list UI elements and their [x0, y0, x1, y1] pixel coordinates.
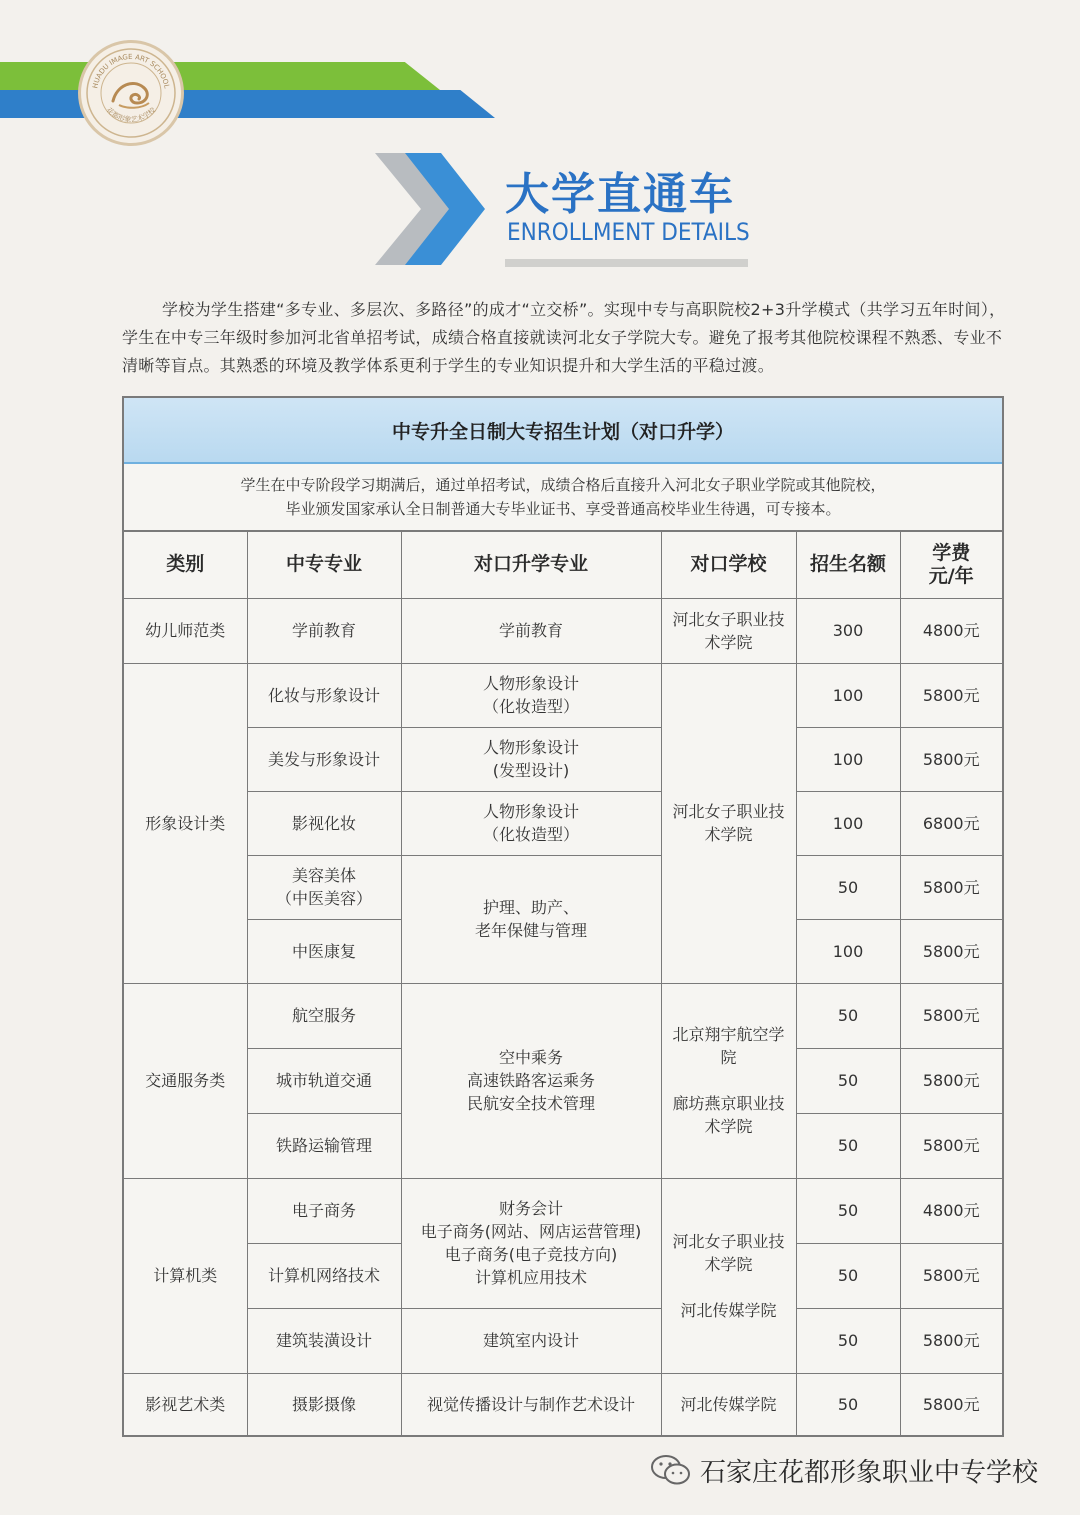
fee-cell: 4800元: [900, 598, 1002, 663]
table-row: [124, 663, 1002, 727]
footer-account-name: 石家庄花都形象职业中专学校: [700, 1457, 1039, 1488]
major-cell: 美发与形象设计: [247, 727, 401, 791]
target-major-cell: 建筑室内设计: [401, 1308, 661, 1373]
fee-cell: 6800元: [900, 791, 1002, 855]
category-cell: 形象设计类: [124, 663, 247, 983]
fee-cell: 5800元: [900, 1243, 1002, 1308]
quota-cell: 50: [796, 983, 900, 1048]
fee-cell: 5800元: [900, 1308, 1002, 1373]
target-major-cell: 视觉传播设计与制作艺术设计: [401, 1373, 661, 1435]
major-cell: 学前教育: [247, 598, 401, 663]
header-band-blue: [0, 90, 495, 118]
target-major-cell: 人物形象设计 （化妆造型）: [401, 791, 661, 855]
quota-cell: 50: [796, 1243, 900, 1308]
school-cell: 河北女子职业技 术学院 河北传媒学院: [661, 1178, 796, 1373]
enrollment-table: [122, 396, 1004, 1437]
header-fee: 学费 元/年: [900, 532, 1002, 598]
target-major-cell: 空中乘务 高速铁路客运乘务 民航安全技术管理: [401, 983, 661, 1178]
target-major-cell: 护理、助产、 老年保健与管理: [401, 855, 661, 983]
major-cell: 中医康复: [247, 919, 401, 983]
enrollment-grid: [124, 532, 1002, 1435]
header-target-major: 对口升学专业: [401, 532, 661, 598]
header-band-green: [0, 62, 440, 90]
table-row: [124, 727, 1002, 791]
table-title: 中专升全日制大专招生计划（对口升学）: [124, 398, 1002, 464]
table-subtitle-line1: 学生在中专阶段学习期满后，通过单招考试，成绩合格后直接升入河北女子职业学院或其他院校，: [240, 476, 886, 494]
school-cell: 河北女子职业技 术学院: [661, 663, 796, 983]
quota-cell: 100: [796, 791, 900, 855]
quota-cell: 300: [796, 598, 900, 663]
quota-cell: 50: [796, 1178, 900, 1243]
target-major-cell: 人物形象设计 （化妆造型）: [401, 663, 661, 727]
school-cell: 河北女子职业技 术学院: [661, 598, 796, 663]
major-cell: 电子商务: [247, 1178, 401, 1243]
table-row: [124, 1178, 1002, 1243]
quota-cell: 50: [796, 1373, 900, 1435]
wechat-icon: [650, 1452, 692, 1488]
major-cell: 美容美体 （中医美容）: [247, 855, 401, 919]
school-cell: 北京翔宇航空学 院 廊坊燕京职业技 术学院: [661, 983, 796, 1178]
table-row: [124, 855, 1002, 919]
major-cell: 摄影摄像: [247, 1373, 401, 1435]
major-cell: 化妆与形象设计: [247, 663, 401, 727]
footer-watermark: [650, 1450, 1038, 1490]
fee-cell: 5800元: [900, 983, 1002, 1048]
major-cell: 计算机网络技术: [247, 1243, 401, 1308]
fee-cell: 5800元: [900, 919, 1002, 983]
category-cell: 幼儿师范类: [124, 598, 247, 663]
quota-cell: 50: [796, 1308, 900, 1373]
fee-cell: 5800元: [900, 1373, 1002, 1435]
school-emblem-icon: [78, 40, 184, 146]
table-row: [124, 1373, 1002, 1435]
quota-cell: 50: [796, 1048, 900, 1113]
table-header-row: [124, 532, 1002, 598]
quota-cell: 50: [796, 1113, 900, 1178]
fee-cell: 5800元: [900, 1113, 1002, 1178]
header-category: 类别: [124, 532, 247, 598]
table-row: [124, 983, 1002, 1048]
target-major-cell: 学前教育: [401, 598, 661, 663]
header-quota: 招生名额: [796, 532, 900, 598]
table-subtitle-line2: 毕业颁发国家承认全日制普通大专毕业证书、享受普通高校毕业生待遇，可专接本。: [285, 500, 841, 518]
table-subtitle: [124, 464, 1002, 532]
category-cell: 计算机类: [124, 1178, 247, 1373]
school-cell: 河北传媒学院: [661, 1373, 796, 1435]
target-major-cell: 人物形象设计 (发型设计): [401, 727, 661, 791]
quota-cell: 100: [796, 919, 900, 983]
logo-arc-text: HUADU IMAGE ART SCHOOL: [91, 52, 171, 90]
target-major-cell: 财务会计 电子商务(网站、网店运营管理) 电子商务(电子竞技方向) 计算机应用技术: [401, 1178, 661, 1308]
table-row: [124, 1308, 1002, 1373]
quota-cell: 100: [796, 727, 900, 791]
fee-cell: 5800元: [900, 1048, 1002, 1113]
page-title: 大学直通车: [505, 169, 735, 220]
category-cell: 影视艺术类: [124, 1373, 247, 1435]
quota-cell: 100: [796, 663, 900, 727]
header-school: 对口学校: [661, 532, 796, 598]
fee-cell: 5800元: [900, 855, 1002, 919]
quota-cell: 50: [796, 855, 900, 919]
fee-cell: 5800元: [900, 663, 1002, 727]
major-cell: 铁路运输管理: [247, 1113, 401, 1178]
fee-cell: 4800元: [900, 1178, 1002, 1243]
major-cell: 航空服务: [247, 983, 401, 1048]
fee-cell: 5800元: [900, 727, 1002, 791]
logo-seal-text: 花都形象艺术学校: [104, 106, 158, 125]
intro-paragraph: 学校为学生搭建“多专业、多层次、多路径”的成才“立交桥”。实现中专与高职院校2+3升学模式（共学习五年时间），学生在中专三年级时参加河北省单招考试，成绩合格直接就读河北女子学院大专。避免了报考其他院校课程不熟悉、专业不清晰等盲点。其熟悉的环境及教学体系更利于学生的专业知识提升和大学生活的平稳过渡。: [122, 300, 1006, 375]
table-row: [124, 598, 1002, 663]
major-cell: 城市轨道交通: [247, 1048, 401, 1113]
chevron-right-icon: [375, 153, 485, 265]
table-row: [124, 791, 1002, 855]
major-cell: 建筑装潢设计: [247, 1308, 401, 1373]
category-cell: 交通服务类: [124, 983, 247, 1178]
title-underline: [505, 259, 748, 267]
major-cell: 影视化妆: [247, 791, 401, 855]
page-subtitle: ENROLLMENT DETAILS: [507, 218, 750, 246]
header-major: 中专专业: [247, 532, 401, 598]
